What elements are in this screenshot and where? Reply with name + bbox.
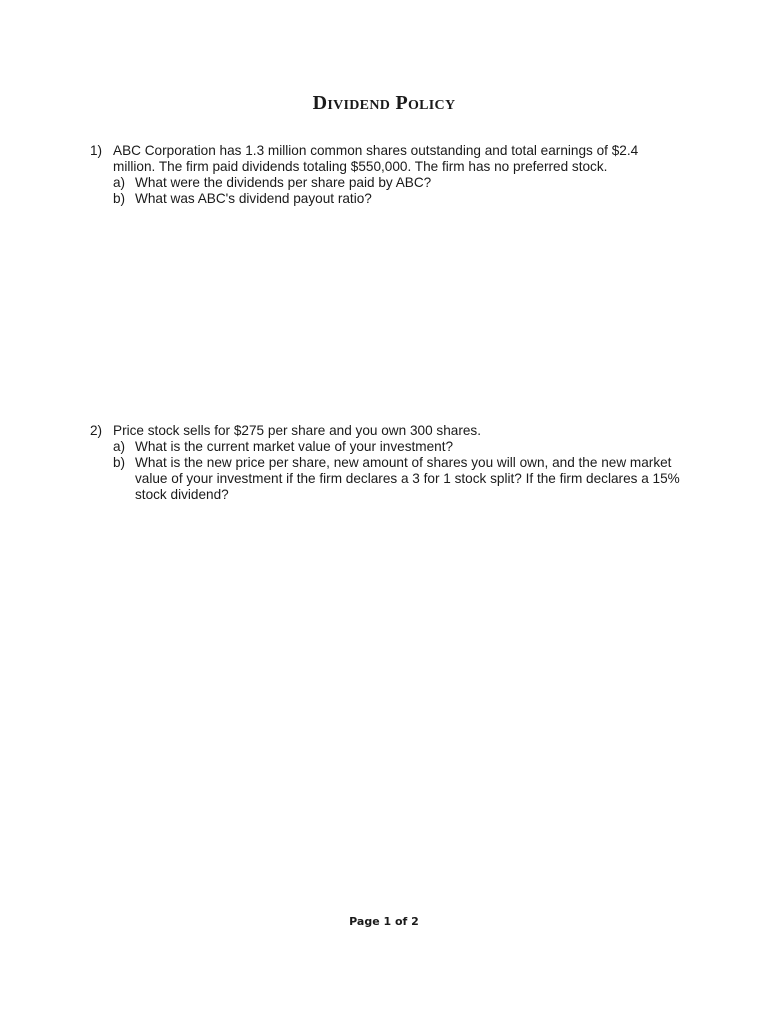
sub-question-list: [113, 439, 680, 503]
question-number: 1): [90, 143, 103, 158]
sub-question-text: What were the dividends per share paid by ABC?: [135, 175, 432, 190]
sub-question-letter: b): [113, 455, 126, 470]
sub-question-list: [113, 175, 680, 207]
sub-question-text: What is the current market value of your investment?: [135, 439, 454, 454]
question-text: ABC Corporation has 1.3 million common shares outstanding and total earnings of $2.4 million. The firm paid dividends totaling $550,000. The firm has no preferred stock.: [113, 143, 639, 174]
sub-question-letter: a): [113, 175, 126, 190]
sub-question-letter: b): [113, 191, 126, 206]
page-footer: Page 1 of 2: [349, 915, 419, 928]
question-2: [90, 423, 680, 503]
sub-question: [113, 439, 680, 455]
document-title: Dividend Policy: [312, 92, 456, 114]
sub-question: [113, 191, 680, 207]
sub-question-text: What is the new price per share, new amount of shares you will own, and the new market value of your investment if the firm declares a 3 for 1 stock split? If the firm declares a 15% stock dividend?: [135, 455, 680, 502]
sub-question: [113, 455, 680, 503]
sub-question-text: What was ABC's dividend payout ratio?: [135, 191, 372, 206]
question-2-row: [90, 423, 680, 503]
question-1: [90, 143, 680, 207]
question-text-block: [113, 143, 680, 207]
question-text-block: [113, 423, 680, 503]
sub-question-letter: a): [113, 439, 126, 454]
question-text: Price stock sells for $275 per share and you own 300 shares.: [113, 423, 481, 438]
sub-question: [113, 175, 680, 191]
question-1-row: [90, 143, 680, 207]
question-number: 2): [90, 423, 103, 438]
